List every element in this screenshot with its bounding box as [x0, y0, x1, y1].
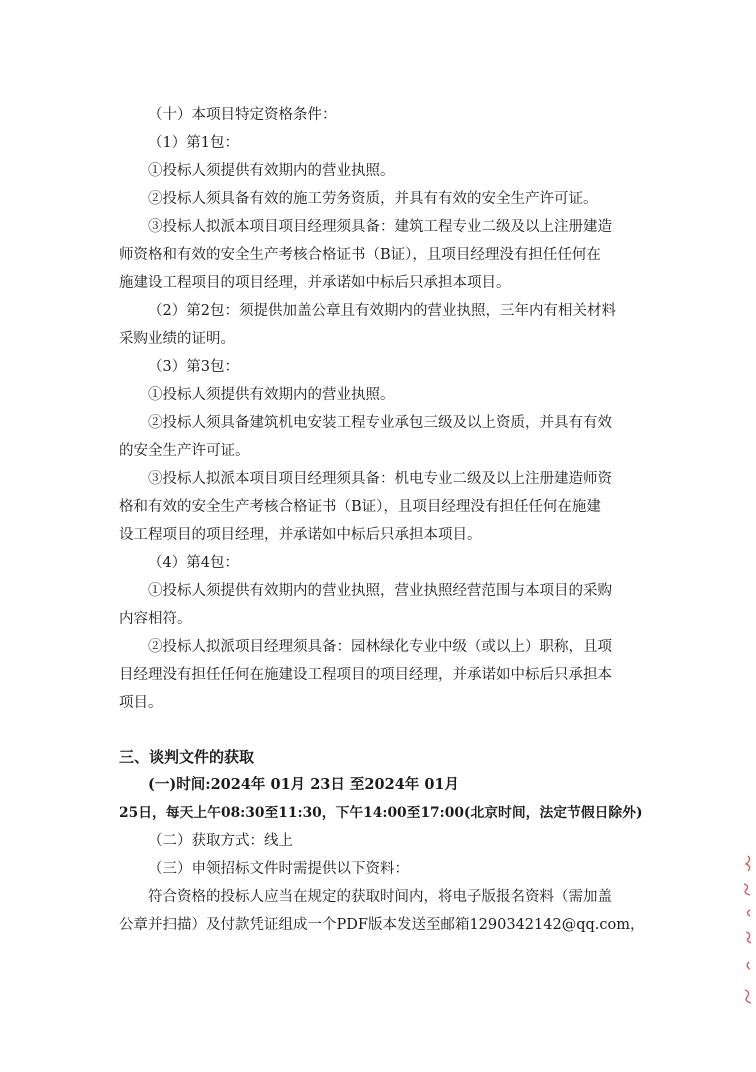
acquisition-time-line-1: (一)时间:2024年 01月 23日 至2024年 01月 [148, 776, 460, 793]
package-4-item-1-line-1: ①投标人须提供有效期内的营业执照，营业执照经营范围与本项目的采购 [148, 583, 612, 599]
package-3-item-3-line-3: 设工程项目的项目经理，并承诺如中标后只承担本项目。 [119, 527, 482, 543]
package-4-item-1-line-2: 内容相符。 [119, 611, 192, 627]
package-3-item-1: ①投标人须提供有效期内的营业执照。 [148, 387, 395, 403]
package-1-item-3-line-2: 师资格和有效的安全生产考核合格证书（B证），且项目经理没有担任任何在 [119, 247, 601, 263]
section-3-heading: 三、谈判文件的获取 [119, 748, 255, 766]
package-1-item-1: ①投标人须提供有效期内的营业执照。 [148, 163, 395, 179]
package-2-line-2: 采购业绩的证明。 [119, 331, 235, 347]
materials-title: （三）申领招标文件时需提供以下资料： [148, 861, 409, 877]
document-body [119, 101, 645, 939]
qualifications-title: （十）本项目特定资格条件： [148, 107, 337, 123]
package-1-item-2: ②投标人须具备有效的施工劳务资质，并具有有效的安全生产许可证。 [148, 191, 598, 207]
package-1-item-3-line-1: ③投标人拟派本项目项目经理须具备：建筑工程专业二级及以上注册建造 [148, 219, 612, 235]
package-2-line-1: （2）第2包：须提供加盖公章且有效期内的营业执照，三年内有相关材料 [148, 303, 616, 319]
package-3-item-3-line-1: ③投标人拟派本项目项目经理须具备：机电专业二级及以上注册建造师资 [148, 471, 612, 487]
package-1-heading: （1）第1包： [148, 135, 239, 151]
acquisition-time-line-2: 25日，每天上午08:30至11:30，下午14:00至17:00(北京时间，法定节假日除外) [119, 805, 643, 821]
section-spacer [119, 717, 639, 743]
package-4-item-2-line-1: ②投标人拟派项目经理须具备：园林绿化专业中级（或以上）职称，且项 [148, 639, 612, 655]
package-1-item-3-line-3: 施建设工程项目的项目经理，并承诺如中标后只承担本项目。 [119, 275, 511, 291]
package-4-heading: （4）第4包： [148, 555, 239, 571]
materials-line-1: 符合资格的投标人应当在规定的获取时间内，将电子版报名资料（需加盖 [148, 889, 612, 905]
package-3-item-2-line-2: 的安全生产许可证。 [119, 443, 250, 459]
package-3-heading: （3）第3包： [148, 359, 239, 375]
materials-line-2: 公章并扫描）及付款凭证组成一个PDF版本发送至邮箱1290342142@qq.com， [119, 917, 645, 933]
package-4-item-2-line-2: 目经理没有担任任何在施建设工程项目的项目经理，并承诺如中标后只承担本 [119, 667, 612, 683]
package-4-item-2-line-3: 项目。 [119, 695, 163, 711]
seal-stamp-edge [738, 850, 756, 1020]
package-3-item-3-line-2: 格和有效的安全生产考核合格证书（B证），且项目经理没有担任任何在施建 [119, 499, 601, 515]
package-3-item-2-line-1: ②投标人须具备建筑机电安装工程专业承包三级及以上资质，并具有有效 [148, 415, 612, 431]
acquisition-method: （二）获取方式：线上 [148, 833, 293, 849]
